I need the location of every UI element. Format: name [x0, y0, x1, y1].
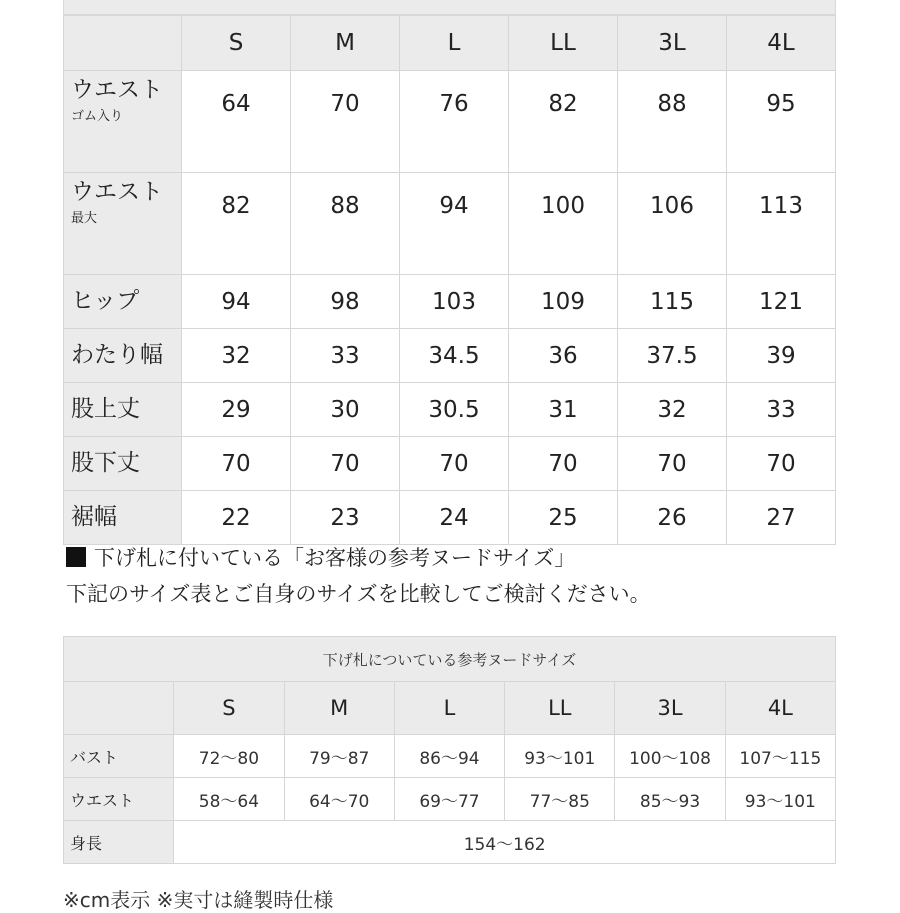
cell: 70 — [727, 437, 836, 491]
notice-line-1: 下げ札に付いている「お客様の参考ヌードサイズ」 — [66, 540, 651, 576]
row-header: バスト — [64, 735, 174, 778]
cell: 113 — [727, 173, 836, 275]
table-row — [64, 821, 836, 864]
cell: 109 — [509, 275, 618, 329]
cell: 82 — [509, 71, 618, 173]
row-header: 股上丈 — [64, 383, 182, 437]
cell: 107～115 — [725, 735, 835, 778]
size-header: L — [394, 682, 504, 735]
row-header: 股下丈 — [64, 437, 182, 491]
product-size-table — [63, 15, 836, 545]
cell: 58～64 — [174, 778, 284, 821]
cell: 77～85 — [505, 778, 615, 821]
cell: 69～77 — [394, 778, 504, 821]
cell: 86～94 — [394, 735, 504, 778]
nude-size-notice — [66, 540, 651, 612]
size-header: 4L — [727, 16, 836, 71]
cell: 100 — [509, 173, 618, 275]
table-row — [64, 329, 836, 383]
table-row — [64, 173, 836, 275]
table-row — [64, 778, 836, 821]
cell: 32 — [182, 329, 291, 383]
size-header: L — [400, 16, 509, 71]
cell: 70 — [291, 71, 400, 173]
row-header: ウエスト — [64, 778, 174, 821]
table-caption: 下げ札についている参考ヌードサイズ — [64, 637, 836, 682]
size-header: S — [174, 682, 284, 735]
nude-size-table — [63, 636, 836, 864]
corner-cell — [64, 682, 174, 735]
cell: 25 — [509, 491, 618, 545]
cell: 36 — [509, 329, 618, 383]
corner-cell — [64, 16, 182, 71]
cell: 70 — [400, 437, 509, 491]
cell: 72～80 — [174, 735, 284, 778]
cell: 23 — [291, 491, 400, 545]
cell: 29 — [182, 383, 291, 437]
row-header: ヒップ — [64, 275, 182, 329]
cell: 37.5 — [618, 329, 727, 383]
cell: 103 — [400, 275, 509, 329]
cell: 31 — [509, 383, 618, 437]
table-row — [64, 437, 836, 491]
table-row — [64, 491, 836, 545]
footnote: ※cm表示 ※実寸は縫製時仕様 — [63, 888, 334, 912]
cell: 34.5 — [400, 329, 509, 383]
table-row — [64, 275, 836, 329]
cell: 64 — [182, 71, 291, 173]
size-header-row — [64, 682, 836, 735]
size-header-row — [64, 16, 836, 71]
table-row — [64, 71, 836, 173]
size-header: LL — [509, 16, 618, 71]
cell: 100～108 — [615, 735, 725, 778]
size-header: 4L — [725, 682, 835, 735]
cell: 33 — [291, 329, 400, 383]
cell: 64～70 — [284, 778, 394, 821]
cell: 82 — [182, 173, 291, 275]
previous-table-edge — [63, 0, 836, 15]
cell: 79～87 — [284, 735, 394, 778]
notice-line-2: 下記のサイズ表とご自身のサイズを比較してご検討ください。 — [66, 582, 651, 606]
table-row — [64, 735, 836, 778]
square-bullet-icon — [66, 547, 86, 567]
cell: 27 — [727, 491, 836, 545]
cell: 30.5 — [400, 383, 509, 437]
caption-row — [64, 637, 836, 682]
cell: 121 — [727, 275, 836, 329]
cell: 70 — [182, 437, 291, 491]
row-header: ウエスト 最大 — [64, 173, 182, 275]
cell: 88 — [618, 71, 727, 173]
cell: 98 — [291, 275, 400, 329]
cell: 33 — [727, 383, 836, 437]
cell: 85～93 — [615, 778, 725, 821]
cell: 94 — [182, 275, 291, 329]
cell: 30 — [291, 383, 400, 437]
cell: 70 — [618, 437, 727, 491]
cell: 70 — [509, 437, 618, 491]
row-header: 身長 — [64, 821, 174, 864]
size-header: 3L — [615, 682, 725, 735]
size-header: M — [291, 16, 400, 71]
row-header: 裾幅 — [64, 491, 182, 545]
cell: 24 — [400, 491, 509, 545]
cell: 70 — [291, 437, 400, 491]
table-row — [64, 383, 836, 437]
size-header: LL — [505, 682, 615, 735]
row-header: ウエスト ゴム入り — [64, 71, 182, 173]
cell: 88 — [291, 173, 400, 275]
cell: 94 — [400, 173, 509, 275]
size-header: M — [284, 682, 394, 735]
cell: 26 — [618, 491, 727, 545]
cell: 32 — [618, 383, 727, 437]
size-header: S — [182, 16, 291, 71]
cell: 76 — [400, 71, 509, 173]
cell: 95 — [727, 71, 836, 173]
cell: 22 — [182, 491, 291, 545]
height-range-cell: 154～162 — [174, 821, 836, 864]
size-header: 3L — [618, 16, 727, 71]
row-header: わたり幅 — [64, 329, 182, 383]
cell: 39 — [727, 329, 836, 383]
cell: 106 — [618, 173, 727, 275]
cell: 93～101 — [725, 778, 835, 821]
cell: 93～101 — [505, 735, 615, 778]
cell: 115 — [618, 275, 727, 329]
